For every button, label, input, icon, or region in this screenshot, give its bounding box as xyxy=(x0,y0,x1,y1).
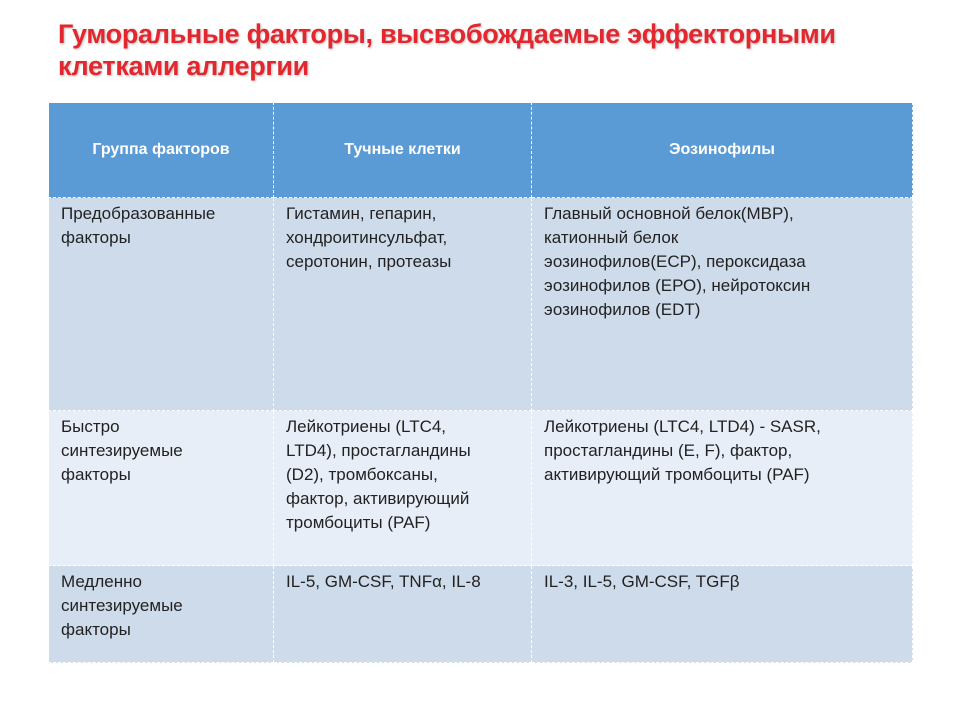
cell-mast-text: Лейкотриены (LTC4, LTD4), простагландины (D2), тромбоксаны, фактор, активирующий тромбоциты (PAF) xyxy=(286,417,471,532)
cell-mast-text: Гистамин, гепарин, хондроитинсульфат, серотонин, протеазы xyxy=(286,204,452,271)
header-factor-group: Группа факторов xyxy=(49,103,274,198)
cell-group-text: Предобразованные факторы xyxy=(61,204,216,247)
cell-group xyxy=(49,566,274,663)
cell-eos-text: IL-3, IL-5, GM-CSF, TGFβ xyxy=(544,572,740,591)
cell-group-text: Медленно синтезируемые факторы xyxy=(61,572,183,639)
cell-group xyxy=(49,411,274,566)
factors-table xyxy=(48,102,913,663)
cell-group-text: Быстро синтезируемые факторы xyxy=(61,417,183,484)
table-header-row xyxy=(49,103,913,198)
cell-eos xyxy=(532,411,913,566)
cell-mast xyxy=(274,566,532,663)
table-row-preformed xyxy=(49,198,913,411)
table-row-slow xyxy=(49,566,913,663)
cell-eos-text: Лейкотриены (LTC4, LTD4) - SASR, простагландины (E, F), фактор, активирующий тромбоциты (PAF) xyxy=(544,417,821,484)
slide-title: Гуморальные факторы, высвобождаемые эффекторными клетками аллергии xyxy=(58,19,836,81)
cell-eos xyxy=(532,198,913,411)
cell-eos xyxy=(532,566,913,663)
cell-mast-text: IL-5, GM-CSF, TNFα, IL-8 xyxy=(286,572,481,591)
cell-mast xyxy=(274,198,532,411)
cell-eos-text: Главный основной белок(МВР), катионный белок эозинофилов(ЕСР), пероксидаза эозинофилов (ЕРО), нейротоксин эозинофилов (EDT) xyxy=(544,204,811,319)
factors-table-container xyxy=(48,102,912,658)
cell-group xyxy=(49,198,274,411)
table-row-rapid xyxy=(49,411,913,566)
cell-mast xyxy=(274,411,532,566)
header-eosinophils: Эозинофилы xyxy=(532,103,913,198)
header-mast-cells: Тучные клетки xyxy=(274,103,532,198)
